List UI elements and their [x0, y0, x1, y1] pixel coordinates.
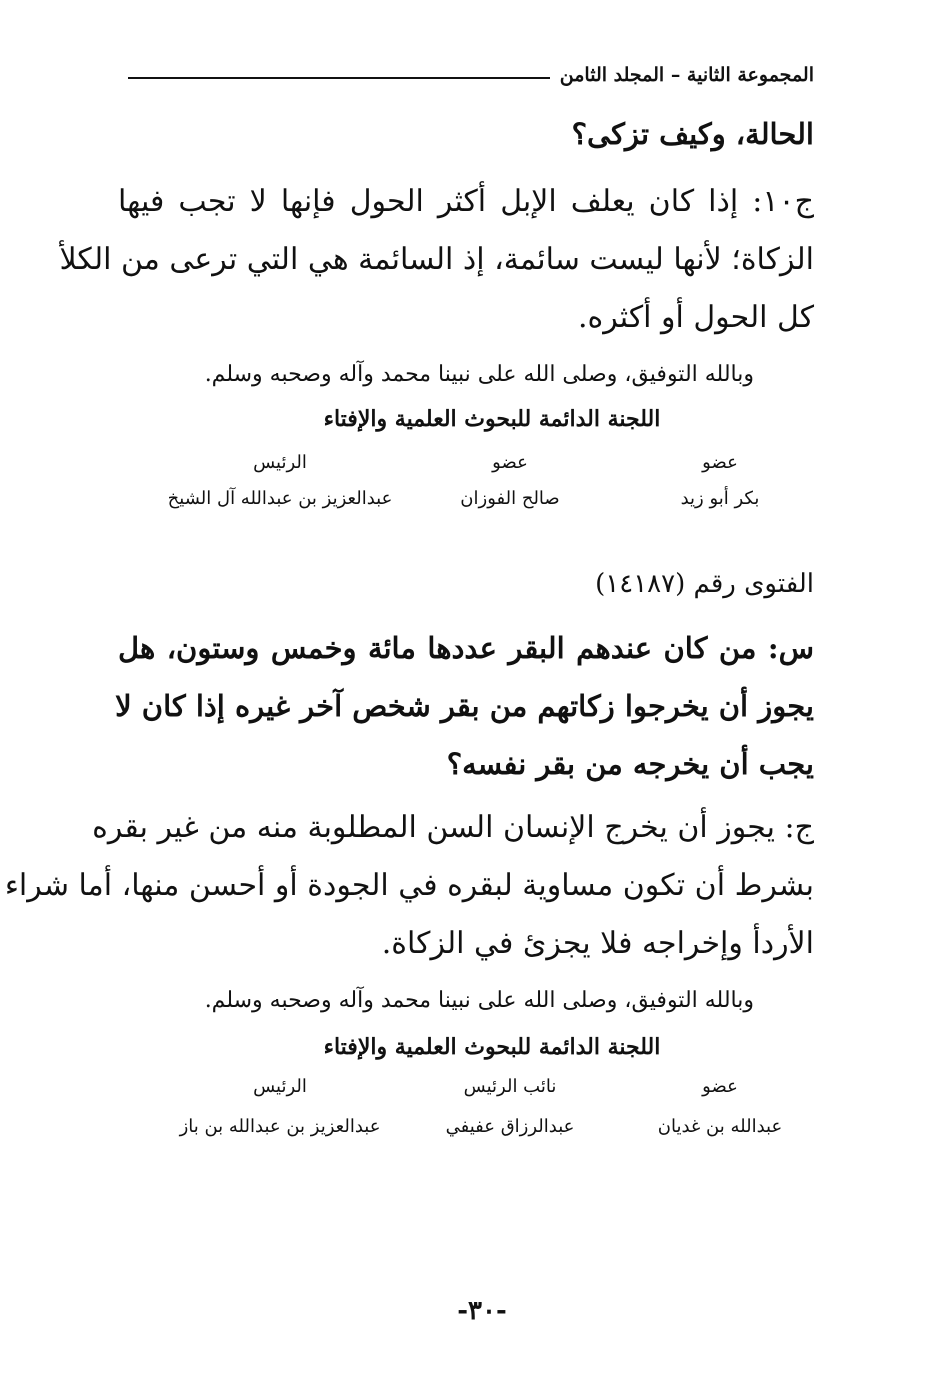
header-rule	[128, 77, 550, 79]
question-line: س: من كان عندهم البقر عددها مائة وخمس وستون، هل	[118, 631, 814, 665]
page-number: -٣٠-	[457, 1296, 507, 1326]
signatory-role: الرئيس	[253, 452, 307, 473]
signatory-role: الرئيس	[253, 1076, 307, 1097]
running-title: المجموعة الثانية – المجلد الثامن	[559, 64, 814, 86]
closing-formula: وبالله التوفيق، وصلى الله على نبينا محمد وآله وصحبه وسلم.	[204, 988, 754, 1013]
question-tail: الحالة، وكيف تزكى؟	[571, 117, 814, 151]
closing-formula: وبالله التوفيق، وصلى الله على نبينا محمد وآله وصحبه وسلم.	[204, 362, 754, 387]
signatory-name: عبدالله بن غديان	[657, 1116, 783, 1137]
fatwa-number: الفتوى رقم (١٤١٨٧)	[595, 569, 814, 599]
signatory-role: نائب الرئيس	[463, 1076, 557, 1097]
signatory-name: بكر أبو زيد	[680, 488, 760, 509]
committee-name: اللجنة الدائمة للبحوث العلمية والإفتاء	[323, 1034, 661, 1060]
signatory-role: عضو	[702, 1076, 738, 1097]
signatory-name: عبدالرزاق عفيفي	[445, 1116, 575, 1137]
question-line: يجب أن يخرجه من بقر نفسه؟	[446, 747, 814, 781]
question-line: يجوز أن يخرجوا زكاتهم من بقر شخص آخر غيره إذا كان لا	[115, 689, 814, 723]
signatory-name: عبدالعزيز بن عبدالله بن باز	[179, 1116, 381, 1137]
running-header	[128, 58, 814, 92]
answer-line: كل الحول أو أكثره.	[577, 300, 814, 335]
answer-line: ج١٠: إذا كان يعلف الإبل أكثر الحول فإنها لا تجب فيها	[118, 184, 814, 219]
signatory-role: عضو	[492, 452, 528, 473]
answer-line: الأردأ وإخراجه فلا يجزئ في الزكاة.	[381, 926, 814, 961]
signatory-role: عضو	[702, 452, 738, 473]
answer-line: الزكاة؛ لأنها ليست سائمة، إذ السائمة هي التي ترعى من الكلأ	[59, 242, 814, 277]
answer-line: ج: يجوز أن يخرج الإنسان السن المطلوبة منه من غير بقره	[92, 810, 814, 845]
committee-name: اللجنة الدائمة للبحوث العلمية والإفتاء	[323, 406, 661, 432]
answer-line: بشرط أن تكون مساوية لبقره في الجودة أو أحسن منها، أما شراء	[4, 868, 814, 903]
signatory-name: عبدالعزيز بن عبدالله آل الشيخ	[167, 488, 393, 509]
signatory-name: صالح الفوزان	[460, 488, 560, 509]
